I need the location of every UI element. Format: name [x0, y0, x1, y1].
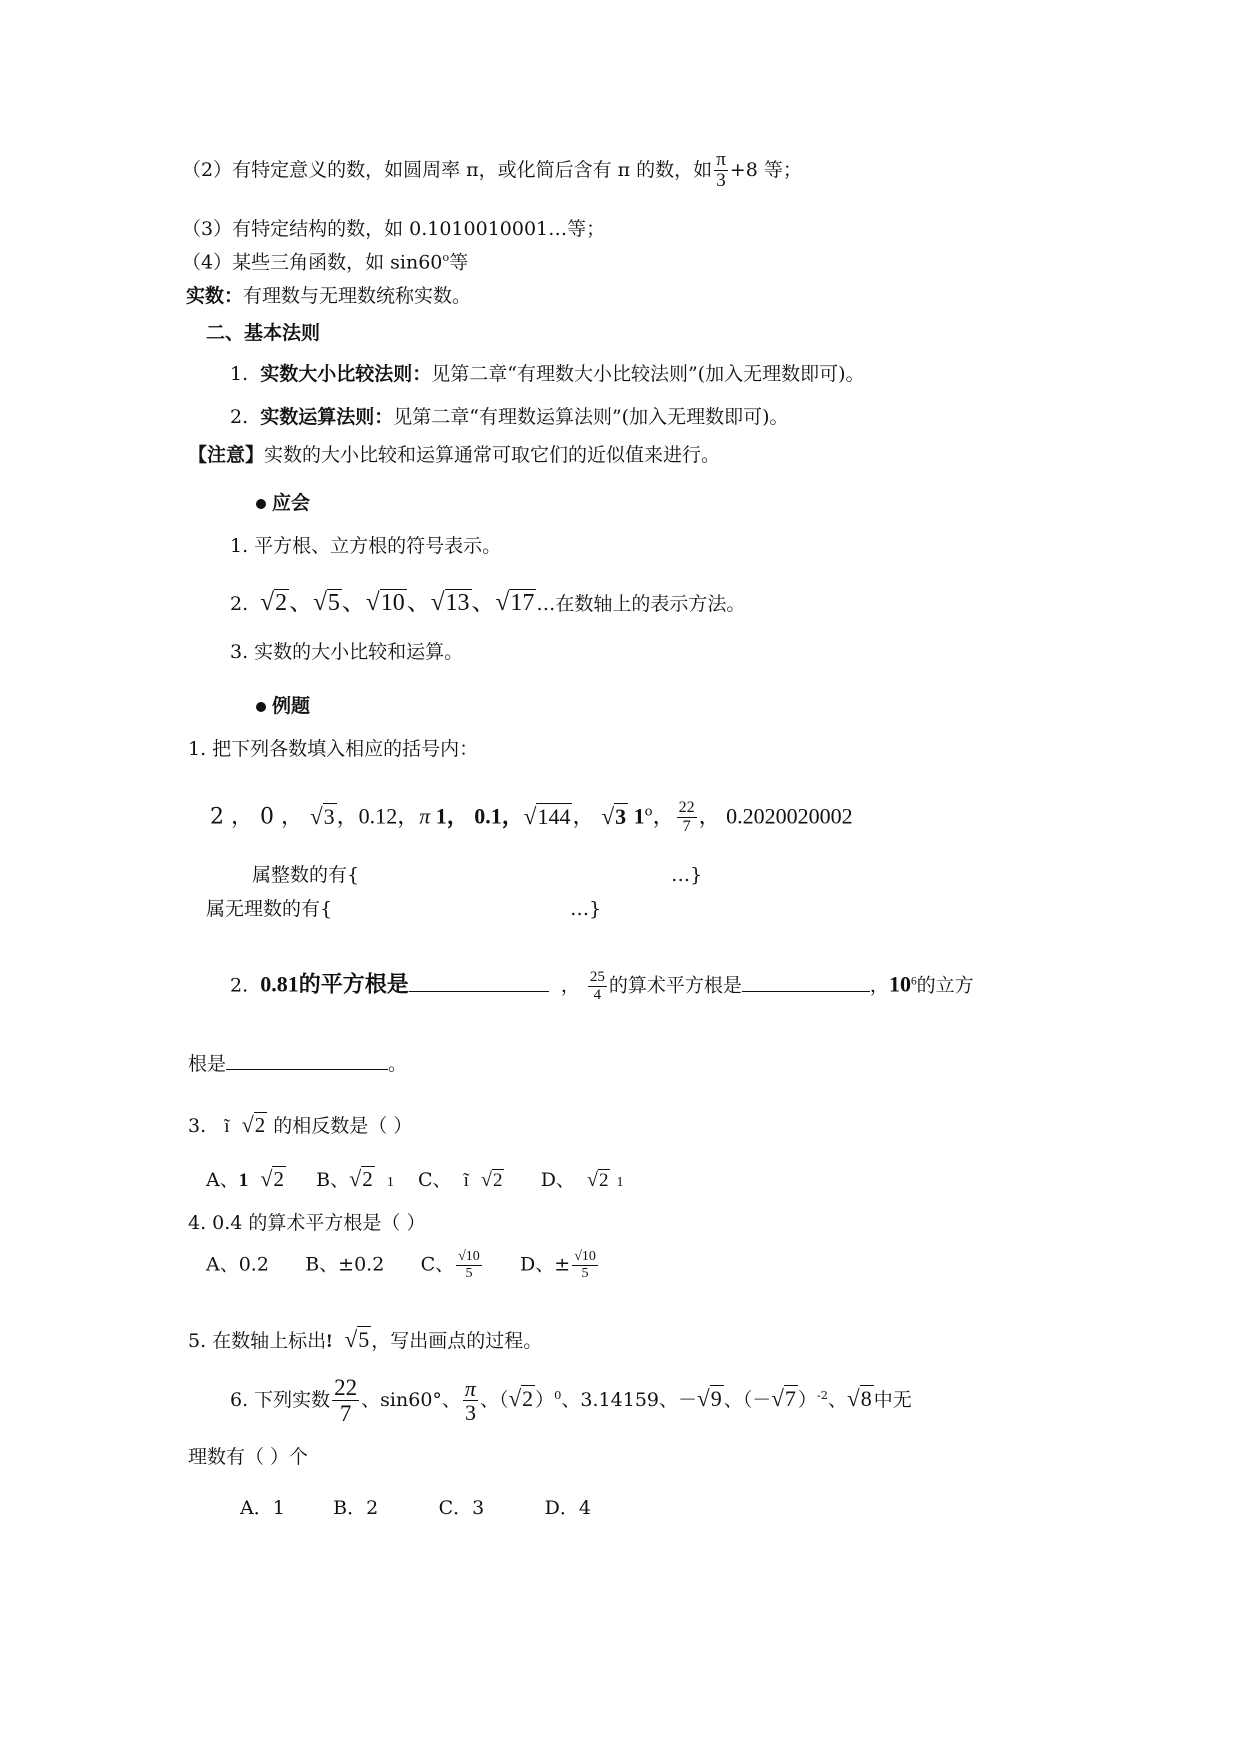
should-item-3: 3. 实数的大小比较和运算。 [230, 641, 464, 663]
heading-should-know: 应会 [256, 492, 310, 515]
question-1-numbers: 2 ， 0 ， √3，0.12，π 1， 0.1，√144， √3 1$^o$， $\frac{22}{7}$ ， 0.2020020002 [210, 799, 853, 835]
fraction-25-over-4: $\frac{25}{4}$ [589, 969, 605, 1003]
rule-operation: 2. 实数运算法则：见第二章“有理数运算法则”(加入无理数即可)。 [230, 406, 789, 428]
integer-set: 属整数的有{ …} [252, 864, 703, 886]
bullet-icon [256, 702, 266, 712]
line-trig: （4）某些三角函数，如 sin60$^o$等 [182, 250, 469, 274]
heading-examples: 例题 [256, 695, 310, 718]
should-item-1: 1. 平方根、立方根的符号表示。 [230, 535, 502, 557]
fraction-22-over-7: $\frac{22}{7}$ [334, 1375, 358, 1427]
rule-compare: 1. 实数大小比较法则：见第二章“有理数大小比较法则”(加入无理数即可)。 [230, 363, 865, 385]
note: 【注意】实数的大小比较和运算通常可取它们的近似值来进行。 [188, 444, 721, 466]
question-2-continued: 根是 。 [188, 1050, 407, 1076]
bullet-icon [256, 499, 266, 509]
question-6-continued: 理数有（ ）个 [188, 1446, 309, 1468]
fraction-sqrt10-over-5: $\frac{√10}{5}$ [458, 1249, 480, 1281]
line-special-meaning: （2）有特定意义的数，如圆周率 π，或化简后含有 π 的数，如 $\frac{\pi}{3}$ +8 等； [182, 149, 802, 191]
question-3: 3. ĩ √2 的相反数是（ ） [188, 1112, 413, 1137]
answer-blank[interactable] [409, 972, 549, 992]
fraction-sqrt10-over-5: $\frac{√10}{5}$ [574, 1249, 596, 1281]
question-6: 6. 下列实数 $\frac{22}{7}$ 、sin60°、 $\frac{\pi}{3}$ 、（√2 ）$^0$、3.14159、－√9 、（－√7 ）$^{-2}$、√8 中无 [230, 1375, 912, 1427]
fraction-pi-over-3: $\frac{\pi}{3}$ [716, 149, 726, 191]
question-4: 4. 0.4 的算术平方根是（ ） [188, 1212, 426, 1234]
question-3-options: A、1 √2 B、√2 1 C、 ĩ √2 D、 √2 1 [206, 1166, 624, 1191]
question-2: 2. 0.81的平方根是 ， $\frac{25}{4}$ 的算术平方根是 ，$10^6$的立方 [230, 969, 974, 1003]
answer-blank[interactable] [226, 1050, 388, 1070]
line-special-structure: （3）有特定结构的数，如 0.1010010001…等； [182, 218, 606, 240]
should-item-2: 2. √2、√5、√10、√13、√17 …在数轴上的表示方法。 [230, 589, 746, 616]
fraction-22-over-7: $\frac{22}{7}$ [678, 799, 695, 835]
question-5: 5. 在数轴上标出! √5 ，写出画点的过程。 [188, 1326, 543, 1352]
question-4-options: A、0.2 B、±0.2 C、 $\frac{√10}{5}$ D、± $\frac{√10}{5}$ [206, 1249, 596, 1281]
section-basic-rules: 二、基本法则 [206, 322, 321, 344]
sqrt-list: √2、√5、√10、√13、√17 [260, 589, 535, 616]
real-number-definition: 实数：有理数与无理数统称实数。 [186, 285, 472, 307]
irrational-set: 属无理数的有{ …} [206, 898, 602, 920]
question-1: 1. 把下列各数填入相应的括号内： [188, 738, 479, 760]
fraction-pi-over-3: $\frac{\pi}{3}$ [464, 1376, 476, 1426]
answer-blank[interactable] [742, 972, 870, 992]
question-6-options: A．1 B．2 C．3 D．4 [240, 1497, 591, 1519]
